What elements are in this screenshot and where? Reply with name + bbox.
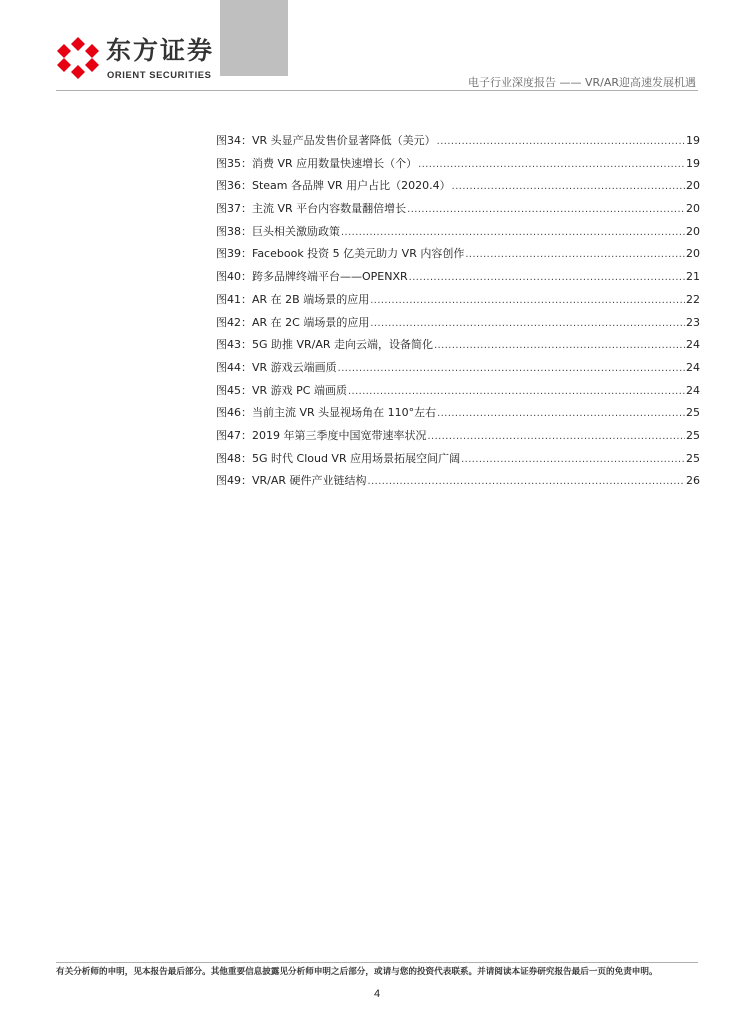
toc-entry-label: 图48：5G 时代 Cloud VR 应用场景拓展空间广阔 <box>216 451 461 465</box>
toc-leader-dots <box>434 338 685 352</box>
toc-entry-page: 20 <box>686 224 700 238</box>
toc-leader-dots <box>370 293 685 307</box>
toc-entry-label: 图49：VR/AR 硬件产业链结构 <box>216 474 367 488</box>
toc-entry-label: 图41：AR 在 2B 端场景的应用 <box>216 292 370 306</box>
toc-entry[interactable] <box>216 293 700 316</box>
toc-entry[interactable] <box>216 134 700 157</box>
toc-entry-label: 图45：VR 游戏 PC 端画质 <box>216 383 347 397</box>
toc-leader-dots <box>452 179 685 193</box>
toc-entry[interactable] <box>216 361 700 384</box>
toc-entry[interactable] <box>216 384 700 407</box>
toc-entry[interactable] <box>216 338 700 361</box>
toc-entry-label: 图35：消费 VR 应用数量快速增长（个） <box>216 156 418 170</box>
toc-entry-label: 图36：Steam 各品牌 VR 用户占比（2020.4） <box>216 179 451 193</box>
toc-entry-page: 22 <box>686 292 700 306</box>
orient-securities-logo-icon <box>56 36 100 80</box>
toc-leader-dots <box>418 157 685 171</box>
company-logo-name-cn: 东方证券 <box>106 36 215 65</box>
page-number: 4 <box>373 988 381 1000</box>
toc-entry-page: 20 <box>686 202 700 216</box>
toc-entry-page: 24 <box>686 360 700 374</box>
toc-entry-page: 25 <box>686 451 700 465</box>
toc-entry[interactable] <box>216 202 700 225</box>
toc-leader-dots <box>409 270 685 284</box>
company-logo-name-en: ORIENT SECURITIES <box>107 69 212 80</box>
toc-entry-page: 25 <box>686 406 700 420</box>
toc-entry-page: 25 <box>686 428 700 442</box>
toc-entry-page: 24 <box>686 383 700 397</box>
toc-leader-dots <box>348 384 685 398</box>
toc-entry[interactable] <box>216 225 700 248</box>
toc-entry-label: 图44：VR 游戏云端画质 <box>216 360 337 374</box>
figure-list <box>216 134 700 497</box>
toc-entry[interactable] <box>216 270 700 293</box>
footer-divider <box>56 962 698 963</box>
toc-entry[interactable] <box>216 429 700 452</box>
toc-entry[interactable] <box>216 316 700 339</box>
toc-entry-page: 19 <box>686 156 700 170</box>
toc-entry-page: 20 <box>686 247 700 261</box>
header-gray-tab <box>220 0 288 76</box>
toc-leader-dots <box>370 316 685 330</box>
toc-entry[interactable] <box>216 179 700 202</box>
toc-entry[interactable] <box>216 406 700 429</box>
toc-entry-label: 图46：当前主流 VR 头显视场角在 110°左右 <box>216 406 437 420</box>
toc-leader-dots <box>428 429 686 443</box>
toc-entry-label: 图47：2019 年第三季度中国宽带速率状况 <box>216 428 427 442</box>
toc-entry[interactable] <box>216 474 700 497</box>
toc-entry[interactable] <box>216 157 700 180</box>
toc-entry-page: 26 <box>686 474 700 488</box>
toc-leader-dots <box>341 225 685 239</box>
toc-entry-label: 图38：巨头相关激励政策 <box>216 224 340 238</box>
toc-entry[interactable] <box>216 452 700 475</box>
header-divider <box>56 90 698 91</box>
toc-entry-label: 图37：主流 VR 平台内容数量翻倍增长 <box>216 202 407 216</box>
toc-entry-page: 23 <box>686 315 700 329</box>
toc-entry-page: 19 <box>686 134 700 147</box>
toc-leader-dots <box>407 202 685 216</box>
toc-leader-dots <box>437 134 685 148</box>
footer-disclaimer: 有关分析师的申明，见本报告最后部分。其他重要信息披露见分析师申明之后部分，或请与您的投资代表联系。并请阅读本证券研究报告最后一页的免责申明。 <box>56 967 658 977</box>
report-title: 电子行业深度报告 —— VR/AR迎高速发展机遇 <box>467 76 696 89</box>
toc-entry-label: 图39：Facebook 投资 5 亿美元助力 VR 内容创作 <box>216 247 465 261</box>
toc-leader-dots <box>338 361 685 375</box>
toc-entry-label: 图40：跨多品牌终端平台——OPENXR <box>216 270 408 284</box>
toc-leader-dots <box>437 406 685 420</box>
toc-entry-label: 图43：5G 助推 VR/AR 走向云端，设备简化 <box>216 338 434 352</box>
toc-entry-page: 24 <box>686 338 700 352</box>
toc-entry-page: 21 <box>686 270 700 284</box>
toc-leader-dots <box>465 247 685 261</box>
toc-leader-dots <box>461 452 685 466</box>
toc-entry-page: 20 <box>686 179 700 193</box>
toc-entry-label: 图34：VR 头显产品发售价显著降低（美元） <box>216 134 436 147</box>
toc-entry-label: 图42：AR 在 2C 端场景的应用 <box>216 315 370 329</box>
toc-entry[interactable] <box>216 247 700 270</box>
toc-leader-dots <box>368 474 685 488</box>
